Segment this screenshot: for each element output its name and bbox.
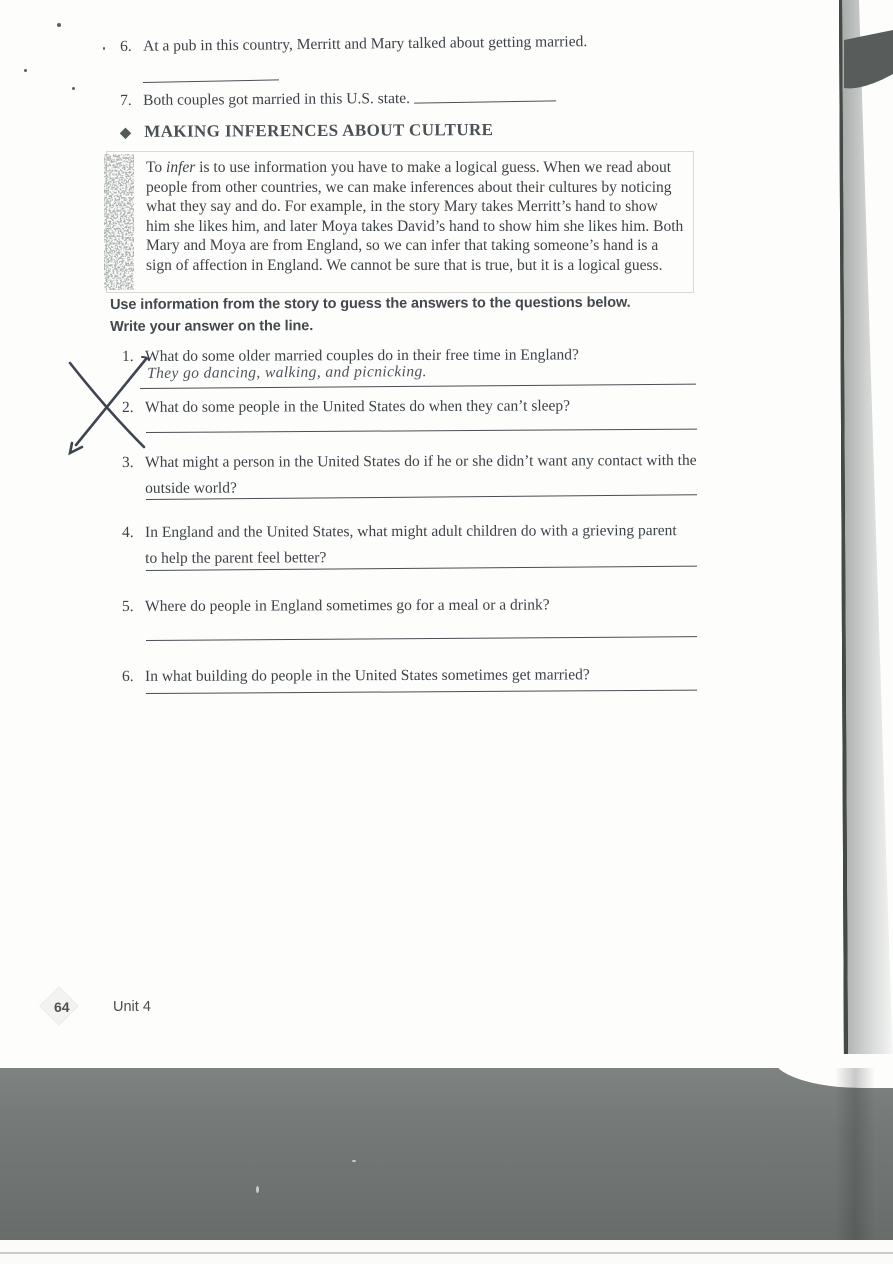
question-6 bbox=[122, 662, 745, 690]
info-term-italic: infer bbox=[166, 159, 196, 176]
diamond-bullet-icon: ◆ bbox=[120, 125, 132, 141]
top-item-7 bbox=[120, 87, 556, 112]
item-number: 7. bbox=[120, 91, 132, 109]
unit-label: Unit 4 bbox=[113, 999, 151, 1015]
answer-blank-line bbox=[414, 86, 556, 103]
item-number: 6. bbox=[120, 37, 132, 55]
page-corner-curl bbox=[773, 1054, 893, 1088]
band-shadow-streak bbox=[835, 1068, 875, 1240]
instructions-line-2: Write your answer on the line. bbox=[110, 318, 314, 335]
scan-speck bbox=[103, 47, 105, 50]
question-text: Where do people in England sometimes go for a meal or a drink? bbox=[145, 596, 550, 615]
band-fleck bbox=[256, 1186, 259, 1193]
speckle-texture bbox=[104, 154, 134, 290]
question-number: 1. bbox=[122, 347, 134, 365]
question-2 bbox=[122, 393, 745, 421]
scan-speck bbox=[24, 69, 27, 72]
scanner-background-band bbox=[0, 1068, 893, 1240]
question-number: 4. bbox=[122, 523, 134, 541]
handwritten-answer: They go dancing, walking, and picnicking. bbox=[147, 363, 427, 382]
question-number: 3. bbox=[122, 453, 134, 471]
question-text: What do some older married couples do in their free time in England? bbox=[145, 346, 579, 365]
answer-line bbox=[146, 429, 697, 433]
binding-tab bbox=[844, 30, 893, 88]
question-5 bbox=[122, 592, 745, 620]
page-number: 64 bbox=[54, 999, 70, 1015]
question-text: In what building do people in the United States sometimes get married? bbox=[145, 666, 590, 685]
scan-speck bbox=[72, 87, 75, 90]
question-number: 6. bbox=[122, 667, 134, 685]
page-edge-shadow bbox=[813, 0, 893, 1068]
question-number: 5. bbox=[122, 597, 134, 615]
inference-info-box bbox=[106, 151, 694, 293]
answer-line bbox=[146, 690, 697, 694]
instructions-line-1: Use information from the story to guess the answers to the questions below. bbox=[110, 294, 631, 313]
section-heading bbox=[120, 120, 493, 142]
question-text: What do some people in the United States do when they can’t sleep? bbox=[145, 397, 571, 416]
band-fleck bbox=[352, 1160, 356, 1162]
question-number: 2. bbox=[122, 398, 134, 416]
scan-speck bbox=[57, 23, 61, 27]
answer-blank-line bbox=[143, 79, 279, 83]
question-text: In England and the United States, what might adult children do with a grieving parent to help the parent feel better? bbox=[145, 522, 677, 567]
answer-line bbox=[140, 384, 696, 389]
bottom-rule-line bbox=[0, 1252, 893, 1254]
section-title: MAKING INFERENCES ABOUT CULTURE bbox=[144, 120, 494, 141]
info-text: is to use information you have to make a logical guess. When we read about people from other countries, we can make inferences about their cultures by noticing what they say and do. For example, in the story Mary takes Merritt’s hand to show him she likes him, and later Moya takes David’s hand to show him she likes him. Both Mary and Moya are from England, so we can infer that taking someone’s hand is a sign of affection in England. We cannot be sure that is true, but it is a logical guess. bbox=[146, 159, 684, 274]
question-text: What might a person in the United States do if he or she didn’t want any contact with the outside world? bbox=[145, 451, 697, 497]
top-item-6 bbox=[120, 29, 783, 58]
question-4 bbox=[122, 518, 690, 572]
exercise-instructions bbox=[110, 291, 720, 338]
answer-line bbox=[146, 636, 697, 641]
item-text: Both couples got married in this U.S. state. bbox=[143, 89, 411, 109]
info-box-paragraph bbox=[107, 152, 693, 276]
item-text: At a pub in this country, Merritt and Mary talked about getting married. bbox=[143, 33, 588, 55]
info-text: To bbox=[146, 159, 167, 176]
